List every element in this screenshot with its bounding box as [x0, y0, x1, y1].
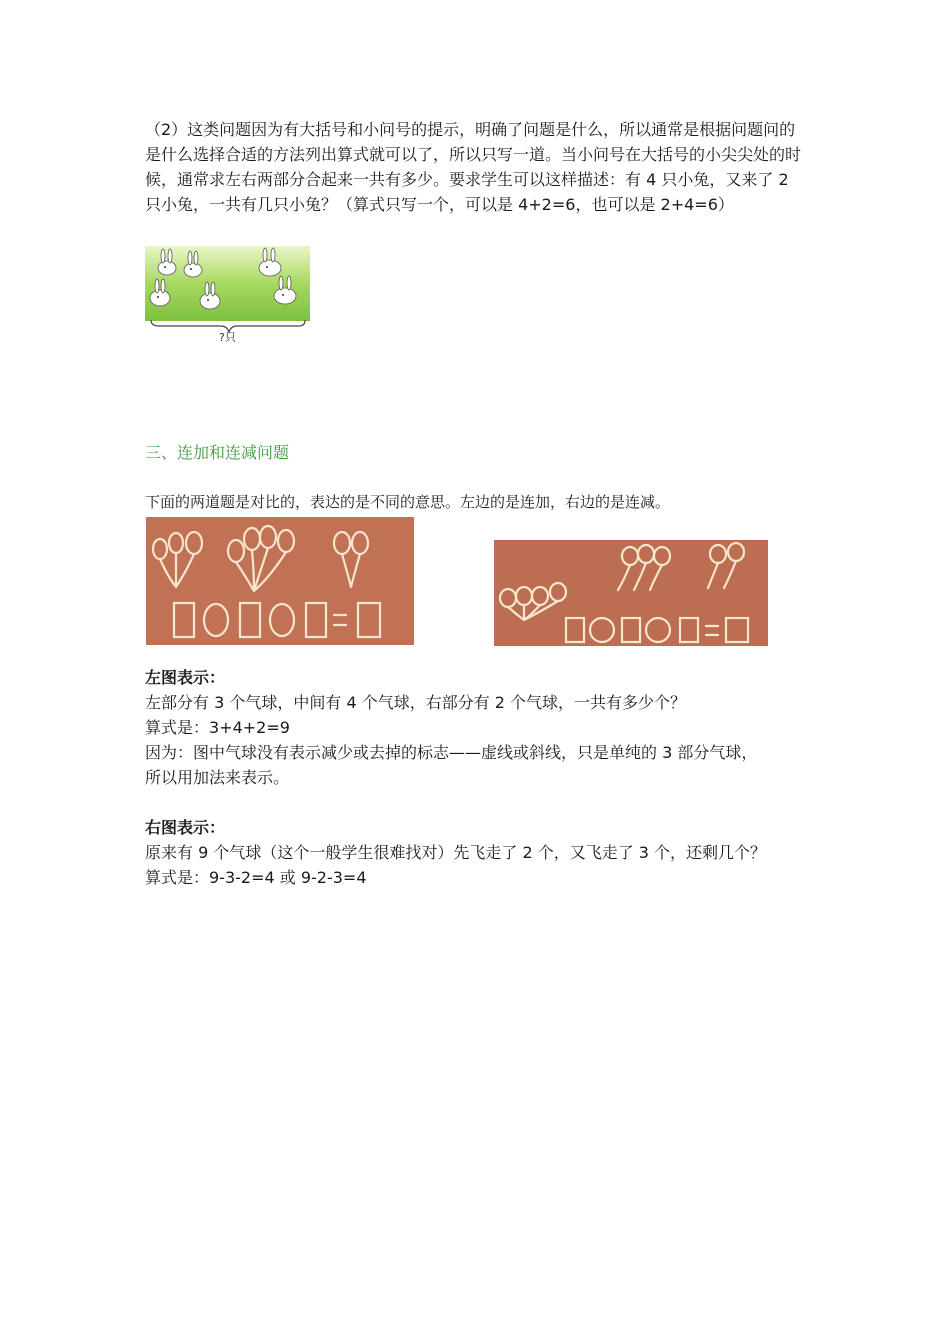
comparison-intro: 下面的两道题是对比的，表达的是不同的意思。左边的是连加，右边的是连减。 — [145, 493, 671, 511]
left-heading: 左图表示： — [145, 668, 226, 687]
left-line-2: 算式是：3+4+2=9 — [145, 718, 290, 737]
left-balloon-illustration — [146, 517, 414, 645]
bunny-illustration — [145, 246, 310, 342]
right-balloon-figure — [494, 540, 768, 646]
right-line-1: 原来有 9 个气球（这个一般学生很难找对）先飞走了 2 个，又飞走了 3 个，还剩几个？ — [145, 843, 767, 862]
right-line-2: 算式是：9-3-2=4 或 9-2-3=4 — [145, 868, 367, 887]
left-line-1: 左部分有 3 个气球，中间有 4 个气球，右部分有 2 个气球，一共有多少个？ — [145, 693, 687, 712]
left-line-3: 因为：图中气球没有表示减少或去掉的标志——虚线或斜线，只是单纯的 3 部分气球， — [145, 743, 758, 762]
left-line-4: 所以用加法来表示。 — [145, 768, 290, 787]
intro-paragraph: （2）这类问题因为有大括号和小问号的提示，明确了问题是什么，所以通常是根据问题问的是什么选择合适的方法列出算式就可以了，所以只写一道。当小问号在大括号的小尖尖处的时候，通常求左右两部分合起来一共有多少。要求学生可以这样描述：有 4 只小兔，又来了 2 只小兔，一共有几只小兔？（算式只写一个，可以是 4+2=6，也可以是 2+4=6） — [145, 120, 802, 214]
right-balloon-illustration — [494, 540, 768, 646]
brace-question-label: ?只 — [219, 331, 236, 344]
section-title: 三、连加和连减问题 — [145, 443, 290, 462]
bunny-figure — [145, 246, 310, 342]
left-balloon-figure — [146, 517, 414, 645]
right-heading: 右图表示： — [145, 818, 226, 837]
